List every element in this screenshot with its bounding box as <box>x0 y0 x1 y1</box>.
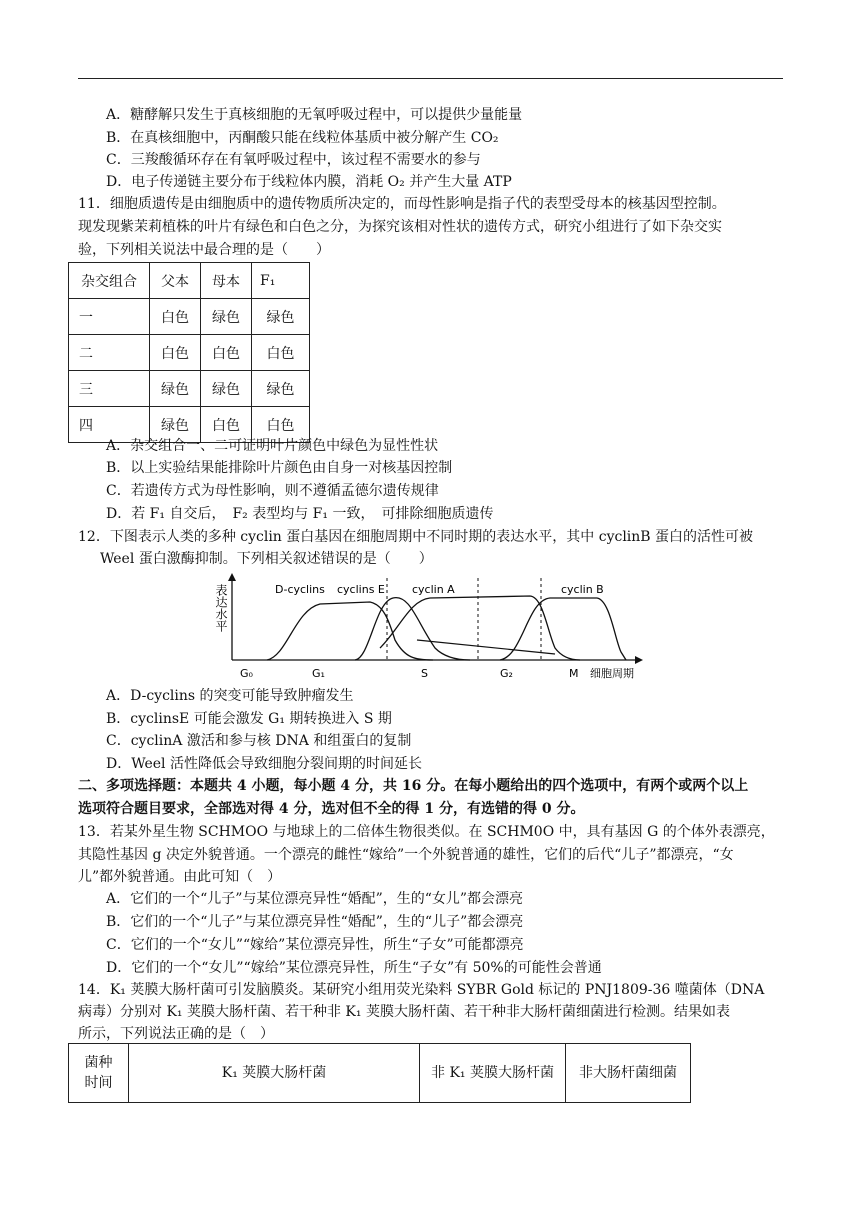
header-cell: 杂交组合 <box>69 263 150 299</box>
q10-option-a: A．糖酵解只发生于真核细胞的无氧呼吸过程中，可以提供少量能量 <box>106 107 523 123</box>
q14-stem-2: 病毒）分别对 K₁ 荚膜大肠杆菌、若干种非 K₁ 荚膜大肠杆菌、若干种非大肠杆菌细菌进行检测。结果如表 <box>78 1004 730 1020</box>
q11-stem-2: 现发现紫茉莉植株的叶片有绿色和白色之分，为探究该相对性状的遗传方式，研究小组进行了如下杂交实 <box>78 219 722 235</box>
q13-option-d: D．它们的一个“女儿”“嫁给”某位漂亮异性，所生“子女”有 50%的可能性会普通 <box>106 960 602 976</box>
q12-option-d: D．Weel 活性降低会导致细胞分裂间期的时间延长 <box>106 756 422 772</box>
q13-option-a: A．它们的一个“儿子”与某位漂亮异性“婚配”，生的“女儿”都会漂亮 <box>106 891 524 907</box>
header-cell: K₁ 荚膜大肠杆菌 <box>129 1044 420 1103</box>
table-cell: 白色 <box>150 335 201 371</box>
q11-cross-table <box>68 262 310 443</box>
table-cell: 绿色 <box>150 407 201 443</box>
section2-heading-2: 选项符合题目要求，全部选对得 4 分，选对但不全的得 1 分，有选错的得 0 分。 <box>78 801 585 817</box>
label-cyclin-a: cyclin A <box>412 583 455 596</box>
header-cell: F₁ <box>252 263 310 299</box>
q13-stem-1: 13．若某外星生物 SCHMOO 与地球上的二倍体生物很类似。在 SCHM0O 中，具有基因 G 的个体外表漂亮， <box>78 824 775 840</box>
x-axis-arrow <box>635 656 643 664</box>
tick-m: M <box>569 667 579 680</box>
q11-stem-1: 11．细胞质遗传是由细胞质中的遗传物质所决定的，而母性影响是指子代的表型受母本的核基因型控制。 <box>78 196 726 212</box>
d-cyclins-curve <box>267 602 433 660</box>
y-axis-label: 表达水平 <box>214 584 228 632</box>
table-cell: 四 <box>69 407 150 443</box>
q11-option-c: C．若遗传方式为母性影响，则不遵循孟德尔遗传规律 <box>106 483 439 499</box>
table-cell: 绿色 <box>252 299 310 335</box>
table-cell: 一 <box>69 299 150 335</box>
cyclin-expression-chart <box>205 570 655 685</box>
table-cell: 白色 <box>150 299 201 335</box>
header-cell: 母本 <box>201 263 252 299</box>
corner-bottom: 时间 <box>84 1075 113 1091</box>
table-cell: 绿色 <box>201 371 252 407</box>
q11-option-b: B．以上实验结果能排除叶片颜色由自身一对核基因控制 <box>106 460 453 476</box>
table-row <box>69 299 310 335</box>
section2-heading-1: 二、多项选择题：本题共 4 小题，每小题 4 分，共 16 分。在每小题给出的四个选项中，有两个或两个以上 <box>78 778 749 794</box>
table-cell: 绿色 <box>201 299 252 335</box>
header-rule <box>78 78 783 79</box>
table-cell: 三 <box>69 371 150 407</box>
table-cell: 白色 <box>252 407 310 443</box>
q12-option-b: B．cyclinsE 可能会激发 G₁ 期转换进入 S 期 <box>106 711 392 727</box>
q13-option-c: C．它们的一个“女儿”“嫁给”某位漂亮异性，所生“子女”可能都漂亮 <box>106 937 524 953</box>
table-cell: 白色 <box>201 407 252 443</box>
table-row <box>69 335 310 371</box>
table-cell: 白色 <box>201 335 252 371</box>
declining-line <box>417 640 555 654</box>
q13-stem-3: 儿”都外貌普通。由此可知（ ） <box>78 869 282 885</box>
table-cell: 绿色 <box>252 371 310 407</box>
q12-stem-1: 12．下图表示人类的多种 cyclin 蛋白基因在细胞周期中不同时期的表达水平，其中 cyclinB 蛋白的活性可被 <box>78 529 754 545</box>
header-cell: 非大肠杆菌细菌 <box>566 1044 691 1103</box>
q12-stem-2: Weel 蛋白激酶抑制。下列相关叙述错误的是（ ） <box>100 551 433 567</box>
table-row <box>69 371 310 407</box>
table-cell: 二 <box>69 335 150 371</box>
q10-option-c: C．三羧酸循环存在有氧呼吸过程中，该过程不需要水的参与 <box>106 152 481 168</box>
q11-stem-3: 验，下列相关说法中最合理的是（ ） <box>78 242 330 258</box>
table-header-row <box>69 263 310 299</box>
x-axis-label: 细胞周期 <box>590 667 634 680</box>
label-d-cyclins: D-cyclins <box>275 583 325 596</box>
q13-option-b: B．它们的一个“儿子”与某位漂亮异性“婚配”，生的“儿子”都会漂亮 <box>106 914 524 930</box>
q12-option-a: A．D-cyclins 的突变可能导致肿瘤发生 <box>106 688 354 704</box>
q13-stem-2: 其隐性基因 g 决定外貌普通。一个漂亮的雌性“嫁给”一个外貌普通的雄性，它们的后代“儿子”都漂亮，“女 <box>78 847 734 863</box>
q11-option-a: A．杂交组合一、二可证明叶片颜色中绿色为显性性状 <box>106 438 439 454</box>
header-cell: 非 K₁ 荚膜大肠杆菌 <box>420 1044 566 1103</box>
corner-top: 菌种 <box>84 1055 113 1071</box>
corner-cell <box>69 1044 129 1103</box>
q10-option-b: B．在真核细胞中，丙酮酸只能在线粒体基质中被分解产生 CO₂ <box>106 130 499 146</box>
label-cyclins-e: cyclins E <box>337 583 385 596</box>
q14-results-table <box>68 1043 691 1103</box>
table-header-row <box>69 1044 691 1103</box>
label-cyclin-b: cyclin B <box>561 583 604 596</box>
tick-g2: G₂ <box>500 667 513 680</box>
table-cell: 白色 <box>252 335 310 371</box>
header-cell: 父本 <box>150 263 201 299</box>
q14-stem-3: 所示，下列说法正确的是（ ） <box>78 1026 274 1042</box>
q12-option-c: C．cyclinA 激活和参与核 DNA 和组蛋白的复制 <box>106 733 412 749</box>
q14-stem-1: 14．K₁ 荚膜大肠杆菌可引发脑膜炎。某研究小组用荧光染料 SYBR Gold 标记的 PNJ1809-36 噬菌体（DNA <box>78 982 765 998</box>
table-cell: 绿色 <box>150 371 201 407</box>
y-axis-arrow <box>228 573 236 581</box>
q10-option-d: D．电子传递链主要分布于线粒体内膜，消耗 O₂ 并产生大量 ATP <box>106 174 512 190</box>
tick-g1: G₁ <box>312 667 325 680</box>
tick-s: S <box>421 667 428 680</box>
tick-g0: G₀ <box>240 667 253 680</box>
q11-option-d: D．若 F₁ 自交后， F₂ 表型均与 F₁ 一致， 可排除细胞质遗传 <box>106 506 494 522</box>
